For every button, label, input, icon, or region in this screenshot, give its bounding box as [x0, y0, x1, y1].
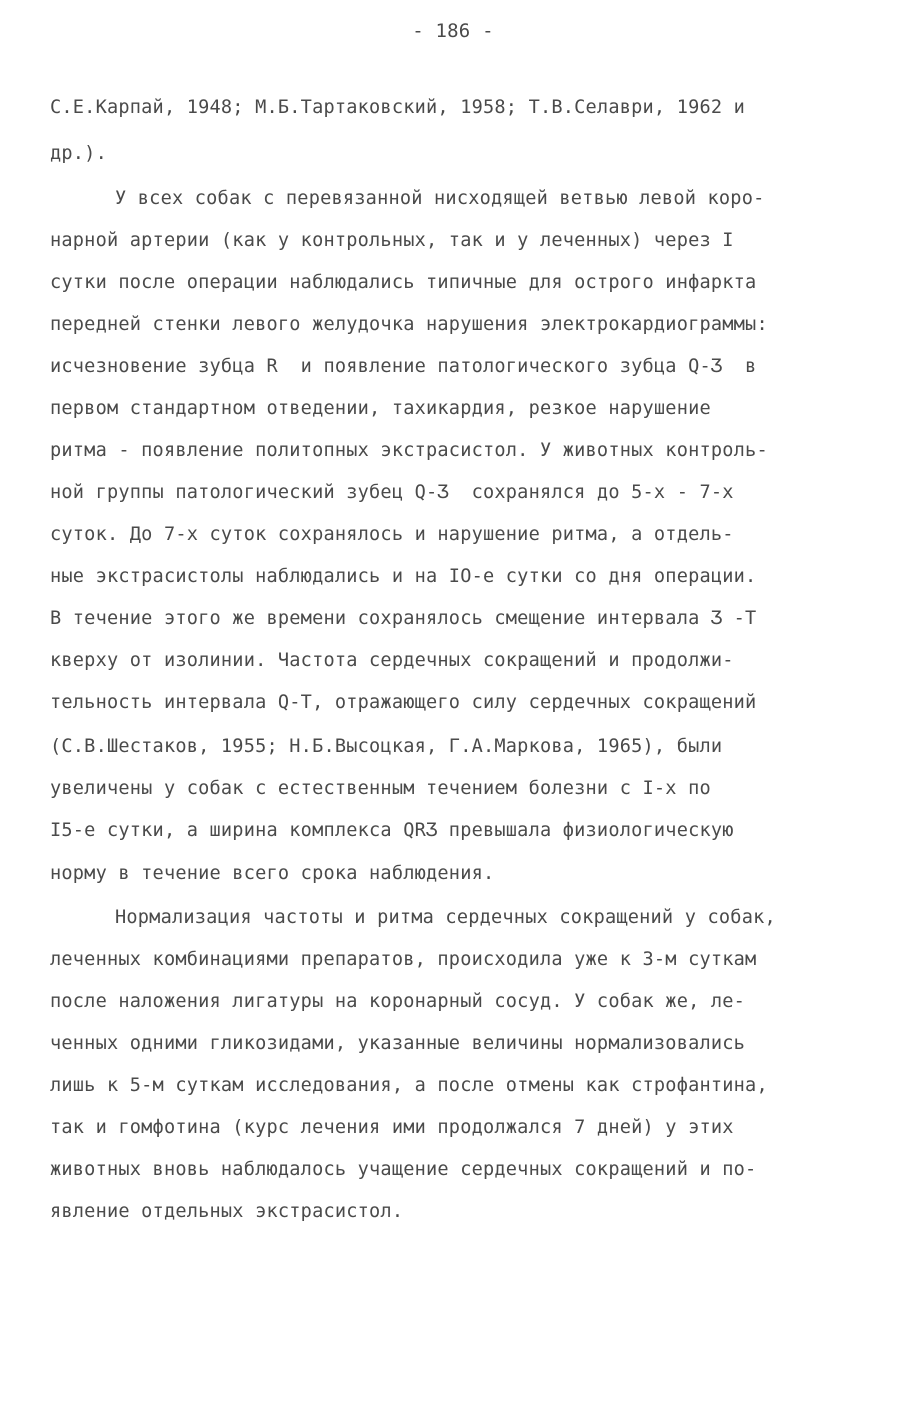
- text-line: ной группы патологический зубец Q-Ʒ сохранялся до 5-х - 7-х: [50, 482, 734, 503]
- text-line: животных вновь наблюдалось учащение сердечных сокращений и по-: [50, 1159, 757, 1180]
- text-line: кверху от изолинии. Частота сердечных сокращений и продолжи-: [50, 650, 734, 671]
- text-line: В течение этого же времени сохранялось смещение интервала Ʒ -Т: [50, 608, 757, 629]
- text-line: С.Е.Карпай, 1948; М.Б.Тартаковский, 1958; Т.В.Селаври, 1962 и: [50, 97, 746, 118]
- text-line: сутки после операции наблюдались типичные для острого инфаркта: [50, 272, 757, 293]
- text-line: ченных одними гликозидами, указанные величины нормализовались: [50, 1033, 746, 1054]
- text-line: нарной артерии (как у контрольных, так и у леченных) через I: [50, 230, 734, 251]
- text-line: передней стенки левого желудочка нарушения электрокардиограммы:: [50, 314, 768, 335]
- text-line: так и гомфотина (курс лечения ими продолжался 7 дней) у этих: [50, 1117, 734, 1138]
- text-line: после наложения лигатуры на коронарный сосуд. У собак же, ле-: [50, 991, 746, 1012]
- text-line: лишь к 5-м суткам исследования, а после отмены как строфантина,: [50, 1075, 768, 1096]
- text-line: ные экстрасистолы наблюдались и на IO-е сутки со дня операции.: [50, 566, 757, 587]
- text-line: леченных комбинациями препаратов, происходила уже к 3-м суткам: [50, 949, 757, 970]
- text-line: первом стандартном отведении, тахикардия, резкое нарушение: [50, 398, 711, 419]
- text-line: норму в течение всего срока наблюдения.: [50, 863, 495, 884]
- paragraph-start-line: Нормализация частоты и ритма сердечных сокращений у собак,: [115, 907, 776, 928]
- text-line: др.).: [50, 143, 107, 164]
- text-line: I5-е сутки, а ширина комплекса QRƷ превышала физиологическую: [50, 820, 734, 841]
- paragraph-start-line: У всех собак с перевязанной нисходящей ветвью левой коро-: [115, 188, 765, 209]
- text-line: тельность интервала Q-Т, отражающего силу сердечных сокращений: [50, 692, 757, 713]
- text-line: исчезновение зубца R и появление патологического зубца Q-Ʒ в: [50, 356, 757, 377]
- text-line: ритма - появление политопных экстрасистол. У животных контроль-: [50, 440, 768, 461]
- page-number: - 186 -: [412, 20, 494, 42]
- text-line: явление отдельных экстрасистол.: [50, 1201, 404, 1222]
- text-line: (С.В.Шестаков, 1955; Н.Б.Высоцкая, Г.А.Маркова, 1965), были: [50, 736, 723, 757]
- text-line: суток. До 7-х суток сохранялось и нарушение ритма, а отдель-: [50, 524, 734, 545]
- text-line: увеличены у собак с естественным течением болезни с I-х по: [50, 778, 711, 799]
